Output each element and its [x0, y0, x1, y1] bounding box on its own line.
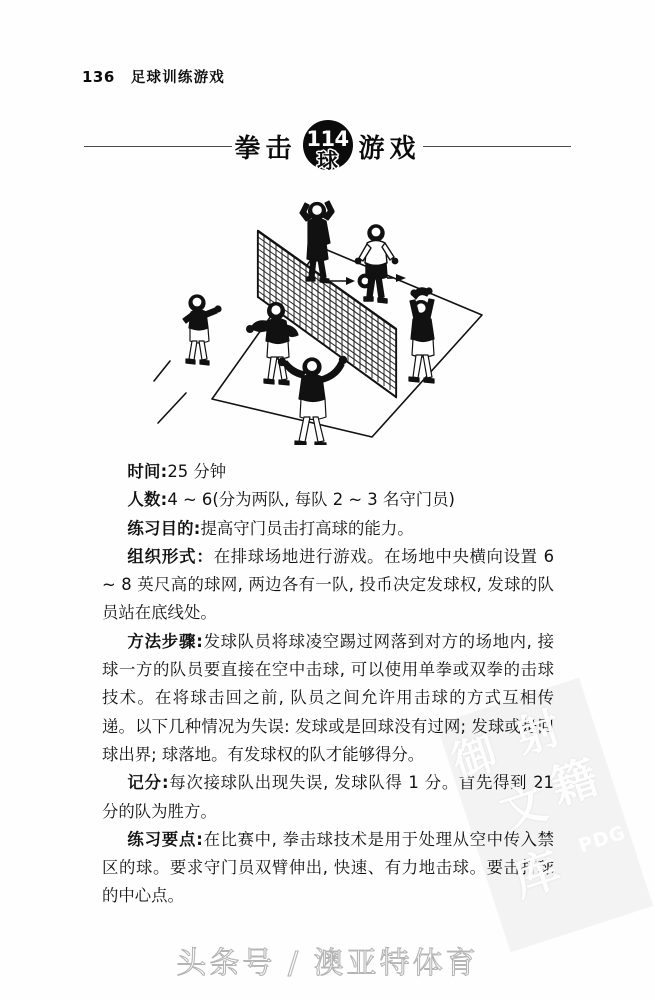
paragraph-method [102, 628, 554, 769]
paragraph-label-time: 时间: [127, 462, 168, 481]
channel-watermark [0, 938, 655, 982]
game-number-badge [301, 120, 355, 174]
paragraph-text-purpose: 提高守门员击打高球的能力。 [200, 518, 414, 538]
paragraph-organization [102, 543, 554, 628]
watermark-char-4: 籍 [543, 749, 605, 816]
watermark-char-5: 库 [506, 841, 567, 908]
paragraph-label-method: 方法步骤: [127, 631, 203, 651]
paragraph-key-points [102, 826, 554, 911]
paragraph-text-people: 4 ~ 6(分为两队, 每队 2 ~ 3 名守门员) [167, 490, 455, 510]
section-title-band [0, 116, 655, 178]
paragraph-text-time: 25 分钟 [167, 462, 227, 481]
paragraph-purpose [102, 515, 554, 543]
watermark-char-2: 射 [509, 702, 568, 765]
paragraph-label-people: 人数: [127, 490, 168, 510]
title-right-word: 游戏 [353, 132, 423, 168]
game-number: 114 [306, 127, 349, 151]
channel-watermark-text: 头条号 / 澳亚特体育 [176, 946, 479, 981]
badge-sub-word: 球 [317, 149, 338, 173]
paragraph-label-scoring: 记分: [127, 773, 169, 793]
paragraph-time [102, 458, 554, 486]
running-head [82, 66, 225, 87]
watermark-char-3: 文 [493, 774, 554, 840]
boxing-ball-game-court-illustration [150, 185, 520, 445]
title-left-word: 拳击 [232, 132, 302, 168]
paragraph-label-organization: 组织形式： [127, 546, 214, 566]
paragraph-label-purpose: 练习目的: [127, 518, 201, 538]
paragraph-scoring [102, 769, 554, 826]
paragraph-text-scoring: 每次接球队出现失误, 发球队得 1 分。首先得到 21 分的队为胜方。 [102, 773, 554, 821]
paragraph-label-key-points: 练习要点: [127, 829, 203, 849]
body-copy [102, 458, 554, 911]
paragraph-text-key-points: 在比赛中, 拳击球技术是用于处理从空中传入禁区的球。要求守门员双臂伸出, 快速、有力地击球。要击打球的中心点。 [102, 829, 554, 906]
paragraph-text-organization: 在排球场地进行游戏。在场地中央横向设置 6 ~ 8 英尺高的球网, 两边各有一队, 投币决定发球权, 发球的队员站在底线处。 [102, 546, 555, 623]
watermark-pdg-tag: PDG [575, 821, 629, 858]
book-title: 足球训练游戏 [130, 70, 226, 86]
page-number: 136 [82, 68, 115, 86]
watermark-char-1: 御 [446, 727, 504, 790]
paragraph-people [102, 486, 554, 514]
paragraph-text-method: 发球队员将球凌空踢过网落到对方的场地内, 接球一方的队员要直接在空中击球, 可以使用单拳或双拳的击球技术。在将球击回之前, 队员之间允许用击球的方式互相传递。以下几种情况为失误: 发球或是回球没有过网; 发球或是回球出界; 球落地。有发球权的队才能够得分。 [102, 631, 554, 764]
